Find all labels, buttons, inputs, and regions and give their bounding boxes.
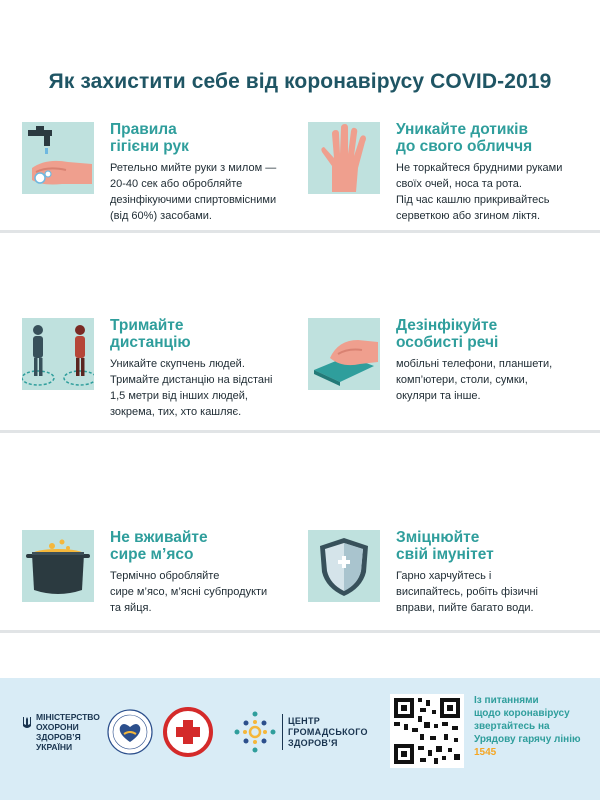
hotline-line: Із питаннями [474,695,539,706]
two-people-distance-icon [22,318,94,390]
card-title-line: дистанцію [110,334,191,351]
phc-line: ЗДОРОВ’Я [288,738,338,748]
logo-divider [282,714,283,750]
card-title-line: гігієни рук [110,138,189,155]
card-text-line: 20-40 сек або обробляйте [110,178,243,190]
card-text-line: Не торкайтеся брудними руками [396,162,563,174]
hand-washing-icon [22,122,94,194]
hotline-line: щодо коронавірусу [474,708,570,719]
page-title: Як захистити себе від коронавірусу COVID-2019 [48,70,552,93]
ministry-line: ЗДОРОВ’Я [36,732,81,742]
card-keep-distance [22,318,282,438]
card-text-line: Тримайте дистанцію на відстані [110,374,273,386]
card-text-line: окуляри та інше. [396,390,481,402]
card-text-line: серветкою або згином ліктя. [396,210,541,222]
card-hand-hygiene [22,122,282,242]
card-text-line: мобільні телефони, планшети, [396,358,553,370]
card-title-line: особисті речі [396,334,499,351]
hotline-number[interactable]: 1545 [474,747,497,758]
ministry-logo-text [36,712,100,752]
card-text-line: Термічно обробляйте [110,570,220,582]
card-text-line: Гарно харчуйтесь і [396,570,492,582]
card-text-line: висипайтесь, робіть фізичні [396,586,538,598]
card-title-line: свій імунітет [396,546,494,563]
card-text-line: та яйця. [110,602,152,614]
card-title-line: Уникайте дотиків [396,121,528,138]
card-text-line: дезінфікуючими спиртовмісними [110,194,277,206]
ministry-line: ОХОРОНИ [36,722,79,732]
footer [0,678,600,800]
qr-code[interactable] [390,694,464,768]
card-text-line: сире м’ясо, м’ясні субпродукти [110,586,268,598]
public-health-center-logo-icon [232,709,278,755]
card-title-line: Правила [110,121,177,138]
card-title-line: Дезінфікуйте [396,317,498,334]
card-text-line: Уникайте скупчень людей. [110,358,245,370]
open-hand-icon [308,122,380,194]
phc-line: ГРОМАДСЬКОГО [288,727,368,737]
hotline-line: Урядову гарячу лінію [474,734,581,745]
card-text-line: 1,5 метри від інших людей, [110,390,248,402]
heart-emblem-logo [106,708,154,756]
card-title-line: Тримайте [110,317,184,334]
card-text-line: Ретельно мийте руки з милом — [110,162,277,174]
card-title-line: Зміцнюйте [396,529,480,546]
card-text-line: Під час кашлю прикривайтесь [396,194,550,206]
card-no-raw-meat [22,530,282,650]
hotline-line: звертайтесь на [474,721,550,732]
card-disinfect-items [308,318,568,438]
ministry-line: МІНІСТЕРСТВО [36,712,100,722]
public-health-center-text [288,716,368,749]
wiping-sponge-icon [308,318,380,390]
shield-icon [308,530,380,602]
card-text-line: своїх очей, носа та рота. [396,178,522,190]
red-cross-logo [163,707,213,757]
card-text-line: вправи, пийте багато води. [396,602,534,614]
ministry-line: УКРАЇНИ [36,742,73,752]
card-title-line: сире м’ясо [110,546,194,563]
card-text-line: зокрема, тих, хто кашляє. [110,406,242,418]
card-text-line: (від 60%) засобами. [110,210,212,222]
card-text-line: комп’ютери, столи, сумки, [396,374,528,386]
card-avoid-face [308,122,568,242]
cooking-pot-icon [22,530,94,602]
card-title-line: до свого обличчя [396,138,533,155]
card-boost-immunity [308,530,568,650]
card-title-line: Не вживайте [110,529,208,546]
phc-line: ЦЕНТР [288,716,321,726]
hotline-info [474,694,594,759]
trident-logo-icon [22,716,32,732]
